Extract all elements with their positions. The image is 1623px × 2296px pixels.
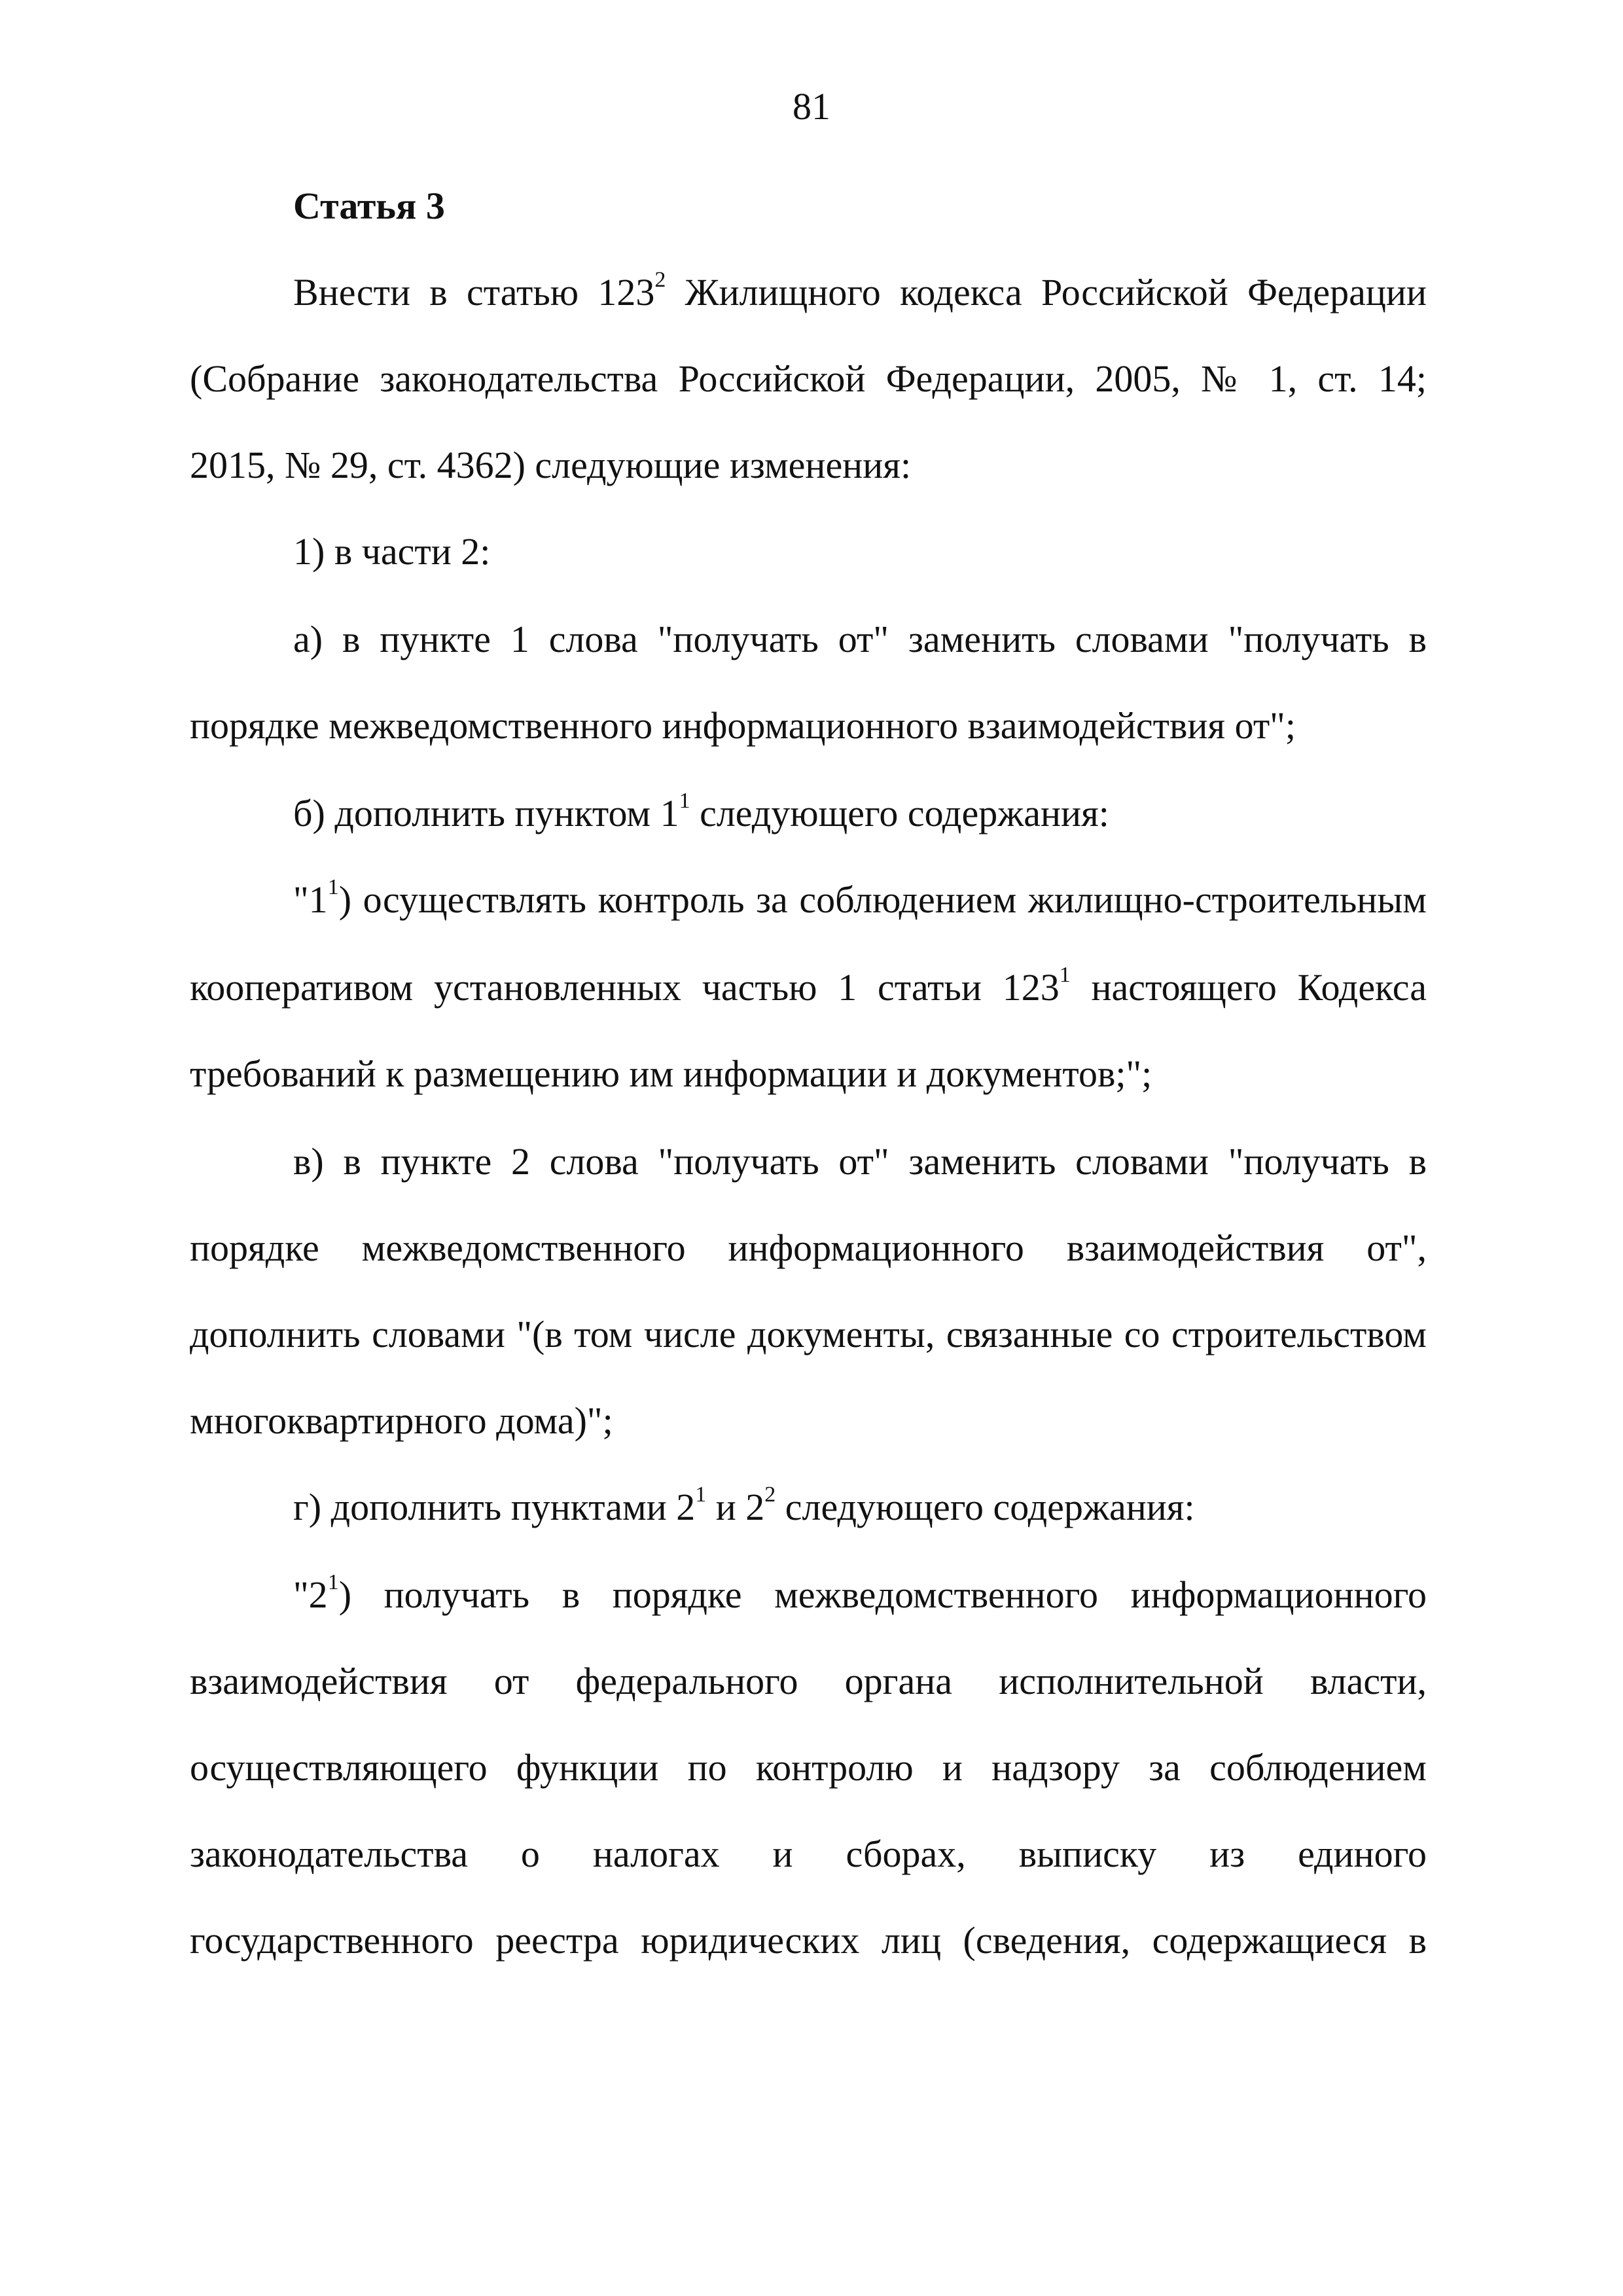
superscript-index: 2 (764, 1482, 776, 1507)
paragraph-line (293, 267, 1427, 315)
line-text: кооперативом установленных частью 1 статьи 123 (190, 966, 1060, 1009)
paragraph-line (293, 874, 1427, 923)
line-text: г) дополнить пунктами 2 (293, 1486, 696, 1528)
line-text: дополнить словами "(в том числе документы, связанные со строительством (190, 1313, 1427, 1355)
line-text: порядке межведомственного информационного взаимодействия от", (190, 1227, 1427, 1269)
paragraph-line (293, 529, 1427, 575)
paragraph-line (190, 442, 1427, 488)
line-text: а) в пункте 1 слова "получать от" заменить словами "получать в (293, 618, 1427, 660)
line-text: Жилищного кодекса Российской Федерации (666, 271, 1427, 314)
superscript-index: 1 (679, 788, 690, 813)
line-text: в) в пункте 2 слова "получать от" заменить словами "получать в (293, 1140, 1427, 1183)
line-text: порядке межведомственного информационного взаимодействия от"; (190, 704, 1296, 747)
line-text: осуществляющего функции по контролю и надзору за соблюдением (190, 1746, 1427, 1789)
paragraph-line (293, 617, 1427, 662)
line-text: (Собрание законодательства Российской Федерации, 2005, № 1, ст. 14; (190, 357, 1427, 400)
line-text: Внести в статью 123 (293, 271, 655, 314)
paragraph-line (190, 1659, 1427, 1704)
paragraph-line (293, 788, 1427, 836)
paragraph-line (190, 1745, 1427, 1791)
paragraph-line (190, 1398, 1427, 1444)
superscript-index: 1 (695, 1482, 707, 1507)
line-text: настоящего Кодекса (1070, 966, 1427, 1009)
paragraph-line (293, 1139, 1427, 1185)
paragraph-line (190, 703, 1427, 749)
line-text: 2015, № 29, ст. 4362) следующие изменения: (190, 444, 912, 486)
line-text: ) получать в порядке межведомственного информационного (338, 1573, 1427, 1616)
paragraph-line (190, 1051, 1427, 1097)
line-text: "2 (293, 1573, 328, 1616)
page-number: 81 (793, 85, 830, 128)
superscript-index: 1 (327, 874, 339, 899)
superscript-index: 1 (327, 1570, 339, 1594)
line-text: и 2 (706, 1486, 765, 1528)
article-title: Статья 3 (293, 185, 445, 227)
paragraph-line (190, 962, 1427, 1011)
line-text: 1) в части 2: (293, 530, 491, 573)
paragraph-line (190, 1918, 1427, 1964)
line-text: законодательства о налогах и сборах, выписку из единого (190, 1833, 1427, 1875)
paragraph-line (190, 1225, 1427, 1271)
paragraph-line (190, 1831, 1427, 1877)
line-text: государственного реестра юридических лиц (сведения, содержащиеся в (190, 1919, 1427, 1962)
paragraph-line (293, 1572, 1427, 1618)
paragraph-line (293, 1484, 1427, 1530)
line-text: "1 (293, 878, 328, 921)
line-text: требований к размещению им информации и документов;"; (190, 1052, 1152, 1095)
superscript-index: 2 (654, 267, 666, 292)
line-text: б) дополнить пунктом 1 (293, 792, 679, 834)
line-text: следующего содержания: (690, 792, 1109, 834)
line-text: многоквартирного дома)"; (190, 1399, 613, 1442)
line-text: взаимодействия от федерального органа исполнительной власти, (190, 1660, 1427, 1702)
line-text: следующего содержания: (776, 1486, 1195, 1528)
paragraph-line (190, 1312, 1427, 1357)
superscript-index: 1 (1059, 962, 1071, 987)
paragraph-line (190, 356, 1427, 402)
line-text: ) осуществлять контроль за соблюдением жилищно-строительным (338, 878, 1427, 921)
